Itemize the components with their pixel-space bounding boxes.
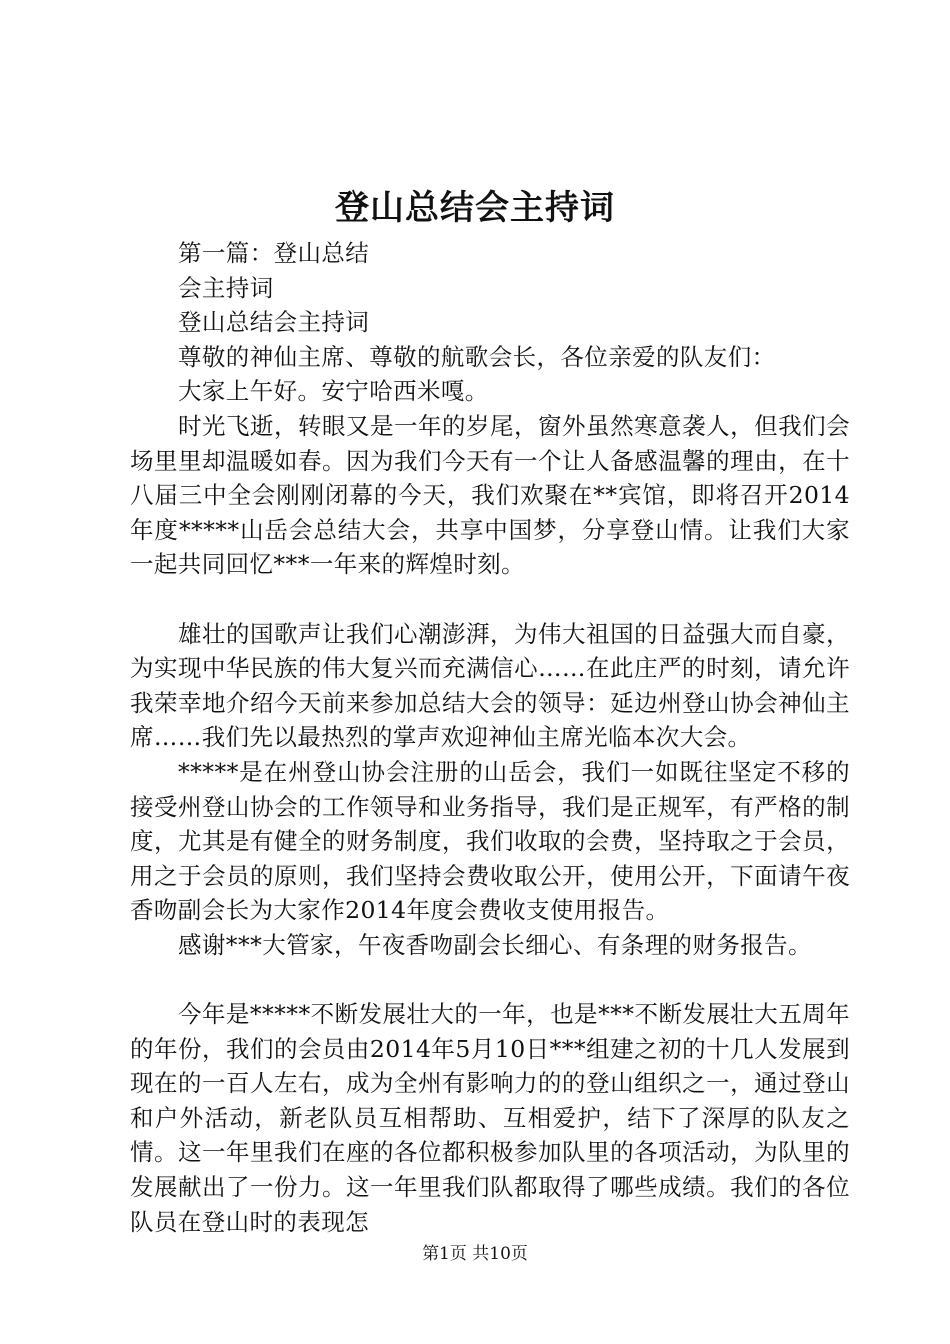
paragraph-salutation: 尊敬的神仙主席、尊敬的航歌会长，各位亲爱的队友们： [178, 342, 776, 371]
page-number: 第1页 共10页 [422, 1244, 528, 1264]
paragraph-year-review: 今年是*****不断发展壮大的一年，也是***不断发展壮大五周年的年份，我们的会员由2014年5月10日***组建之初的十几人发展到现在的一百人左右，成为全州有影响力的的登山组织之一，通过登山和户外活动，新老队员互相帮助、互相爱护，结下了深厚的队友之情。这一年里我们在座的各位都积极参加队里的各项活动，为队里的发展献出了一份力。这一年里我们队都取得了哪些成绩。我们的各位队员在登山时的表现怎 [130, 1000, 850, 1236]
paragraph-section-heading-cont: 会主持词 [178, 273, 274, 302]
paragraph-subtitle: 登山总结会主持词 [178, 308, 370, 337]
document-body [130, 236, 850, 1239]
paragraph-greeting: 大家上午好。安宁哈西米嘎。 [178, 377, 489, 406]
paragraph-thanks: 感谢***大管家，午夜香吻副会长细心、有条理的财务报告。 [178, 930, 812, 959]
paragraph-section-heading: 第一篇：登山总结 [178, 239, 370, 267]
paragraph-anthem: 雄壮的国歌声让我们心潮澎湃，为伟大祖国的日益强大而自豪，为实现中华民族的伟大复兴而充满信心……在此庄严的时刻，请允许我荣幸地介绍今天前来参加总结大会的领导：延边州登山协会神仙主席……我们先以最热烈的掌声欢迎神仙主席光临本次大会。 [130, 619, 850, 752]
document-title: 登山总结会主持词 [335, 188, 615, 228]
paragraph-opening: 时光飞逝，转眼又是一年的岁尾，窗外虽然寒意袭人，但我们会场里里却温暖如春。因为我们今天有一个让人备感温馨的理由，在十八届三中全会刚刚闭幕的今天，我们欢聚在**宾馆，即将召开2014年度*****山岳会总结大会，共享中国梦，分享登山情。让我们大家一起共同回忆***一年来的辉煌时刻。 [130, 411, 850, 579]
paragraph-finance: *****是在州登山协会注册的山岳会，我们一如既往坚定不移的接受州登山协会的工作领导和业务指导，我们是正规军，有严格的制度，尤其是有健全的财务制度，我们收取的会费，坚持取之于会员，用之于会员的原则，我们坚持会费收取公开，使用公开，下面请午夜香吻副会长为大家作2014年度会费收支使用报告。 [130, 757, 850, 925]
